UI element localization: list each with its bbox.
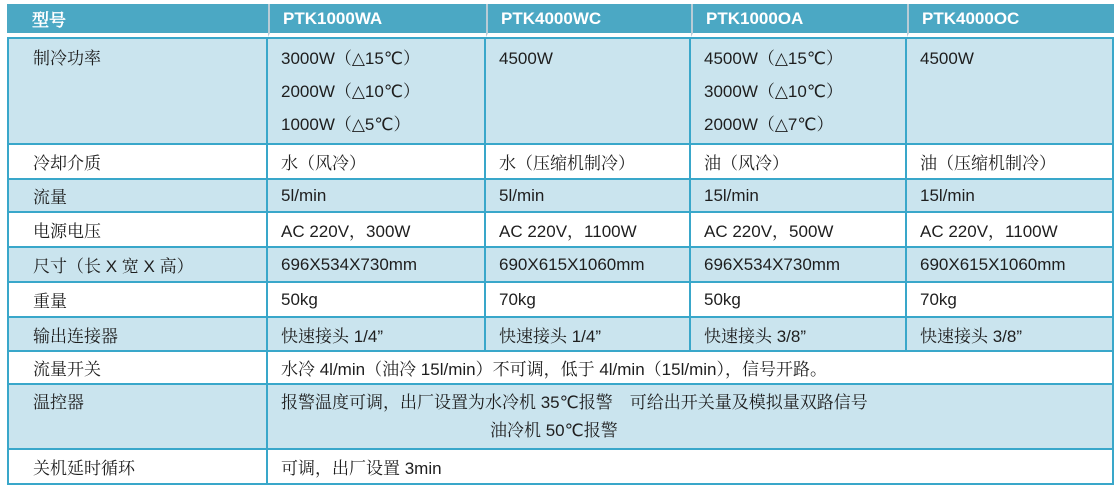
row-shutdown-delay-cycle	[7, 450, 1114, 485]
row-cooling-power	[7, 37, 1114, 145]
row-label-power-supply: 电源电压	[7, 213, 268, 248]
label-text: 温控器	[33, 393, 84, 412]
cell-dim-4: 690X615X1060mm	[907, 248, 1114, 283]
header-row	[7, 4, 1114, 37]
cell-flow-3: 15l/min	[691, 180, 907, 213]
cell-coolant-3: 油（风冷）	[691, 145, 907, 180]
thermostat-line-2: 油冷机 50℃报警	[490, 421, 618, 440]
cell-cooling-power-3	[691, 37, 907, 145]
row-output-connector	[7, 318, 1114, 352]
value-line: 2000W（△10℃）	[281, 82, 420, 101]
header-cell-ptk1000wa: PTK1000WA	[268, 4, 486, 37]
row-label-dimensions: 尺寸（长 X 宽 X 高）	[7, 248, 268, 283]
row-label-coolant-medium: 冷却介质	[7, 145, 268, 180]
row-label-cooling-power	[7, 37, 268, 145]
cell-coolant-1: 水（风冷）	[268, 145, 486, 180]
value-line: 4500W	[499, 49, 553, 68]
cell-weight-4: 70kg	[907, 283, 1114, 318]
cell-psu-1: AC 220V，300W	[268, 213, 486, 248]
cell-thermostat-value	[268, 385, 1114, 450]
cell-flow-switch-value: 水冷 4l/min（油冷 15l/min）不可调，低于 4l/min（15l/min），信号开路。	[268, 352, 1114, 385]
cell-conn-2: 快速接头 1/4”	[486, 318, 691, 352]
cell-cooling-power-1	[268, 37, 486, 145]
row-label-weight: 重量	[7, 283, 268, 318]
cell-weight-2: 70kg	[486, 283, 691, 318]
cell-conn-1: 快速接头 1/4”	[268, 318, 486, 352]
row-weight	[7, 283, 1114, 318]
row-power-supply	[7, 213, 1114, 248]
value-line: 3000W（△15℃）	[281, 49, 420, 68]
value-line: 1000W（△5℃）	[281, 115, 411, 134]
cell-psu-3: AC 220V，500W	[691, 213, 907, 248]
cell-weight-1: 50kg	[268, 283, 486, 318]
cell-dim-1: 696X534X730mm	[268, 248, 486, 283]
row-label-output-connector: 输出连接器	[7, 318, 268, 352]
header-cell-ptk4000oc: PTK4000OC	[907, 4, 1114, 37]
row-thermostat	[7, 385, 1114, 450]
row-label-flow-rate: 流量	[7, 180, 268, 213]
header-cell-model: 型号	[7, 4, 268, 37]
row-flow-rate	[7, 180, 1114, 213]
row-coolant-medium	[7, 145, 1114, 180]
row-flow-switch	[7, 352, 1114, 385]
value-line: 4500W	[920, 49, 974, 68]
value-line: 2000W（△7℃）	[704, 115, 834, 134]
row-dimensions	[7, 248, 1114, 283]
cell-shutdown-delay-value: 可调，出厂设置 3min	[268, 450, 1114, 485]
cell-psu-2: AC 220V，1100W	[486, 213, 691, 248]
cell-conn-3: 快速接头 3/8”	[691, 318, 907, 352]
cell-cooling-power-4	[907, 37, 1114, 145]
cell-flow-1: 5l/min	[268, 180, 486, 213]
cell-coolant-2: 水（压缩机制冷）	[486, 145, 691, 180]
row-label-flow-switch: 流量开关	[7, 352, 268, 385]
row-label-thermostat	[7, 385, 268, 450]
value-line: 4500W（△15℃）	[704, 49, 843, 68]
row-label-shutdown-delay-cycle: 关机延时循环	[7, 450, 268, 485]
cell-cooling-power-2	[486, 37, 691, 145]
label-text: 制冷功率	[33, 49, 101, 68]
cell-weight-3: 50kg	[691, 283, 907, 318]
cell-dim-2: 690X615X1060mm	[486, 248, 691, 283]
cell-dim-3: 696X534X730mm	[691, 248, 907, 283]
header-cell-ptk1000oa: PTK1000OA	[691, 4, 907, 37]
header-cell-ptk4000wc: PTK4000WC	[486, 4, 691, 37]
cell-coolant-4: 油（压缩机制冷）	[907, 145, 1114, 180]
spec-table	[7, 4, 1114, 485]
cell-psu-4: AC 220V，1100W	[907, 213, 1114, 248]
cell-conn-4: 快速接头 3/8”	[907, 318, 1114, 352]
cell-flow-2: 5l/min	[486, 180, 691, 213]
cell-flow-4: 15l/min	[907, 180, 1114, 213]
value-line: 3000W（△10℃）	[704, 82, 843, 101]
thermostat-line-1: 报警温度可调，出厂设置为水冷机 35℃报警 可给出开关量及模拟量双路信号	[281, 393, 868, 412]
